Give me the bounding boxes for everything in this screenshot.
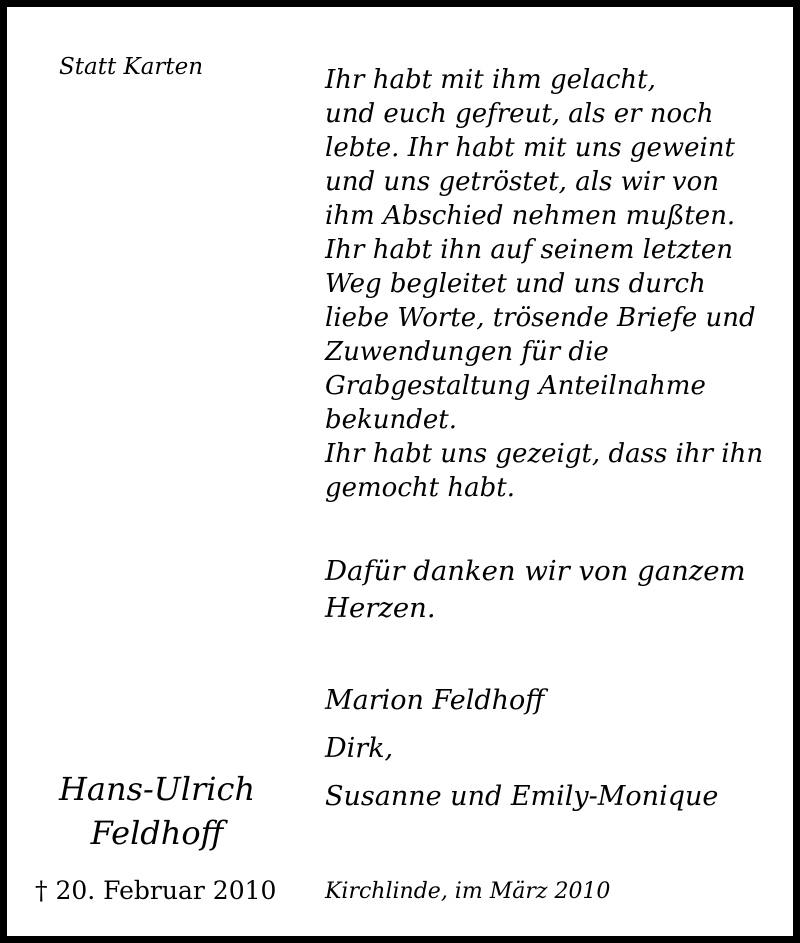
death-date: † 20. Februar 2010 [35, 876, 277, 905]
statt-karten-label: Statt Karten [59, 54, 204, 80]
poem-line: lebte. Ihr habt mit uns geweint [325, 133, 735, 163]
poem-line: Weg begleitet und uns durch [325, 269, 706, 299]
poem-line: Ihr habt ihn auf seinem letzten [325, 235, 734, 265]
poem-line: bekundet. [325, 405, 458, 435]
thanks-text [325, 553, 746, 627]
poem-line: Zuwendungen für die [325, 337, 609, 367]
poem-line: Grabgestaltung Anteilnahme [325, 371, 706, 401]
thanks-line: Dafür danken wir von ganzem [325, 555, 746, 587]
poem-text [325, 63, 763, 505]
poem-line: Ihr habt uns gezeigt, dass ihr ihn [325, 439, 764, 469]
poem-line: und uns getröstet, als wir von [325, 167, 719, 197]
signer-name: Susanne und Emily-Monique [325, 781, 719, 812]
poem-line: gemocht habt. [325, 473, 515, 503]
poem-line: Ihr habt mit ihm gelacht, [325, 65, 656, 95]
poem-line: und euch gefreut, als er noch [325, 99, 714, 129]
deceased-name [31, 767, 283, 855]
poem-line: ihm Abschied nehmen mußten. [325, 201, 736, 231]
deceased-first-name: Hans-Ulrich [58, 770, 256, 808]
thanks-line: Herzen. [325, 592, 436, 624]
deceased-last-name: Feldhoff [90, 814, 224, 852]
poem-line: liebe Worte, trösende Briefe und [325, 303, 756, 333]
signers-list [325, 677, 718, 821]
place-date: Kirchlinde, im März 2010 [325, 879, 611, 904]
signer-name: Marion Feldhoff [325, 685, 545, 716]
signer-name: Dirk, [325, 733, 394, 764]
